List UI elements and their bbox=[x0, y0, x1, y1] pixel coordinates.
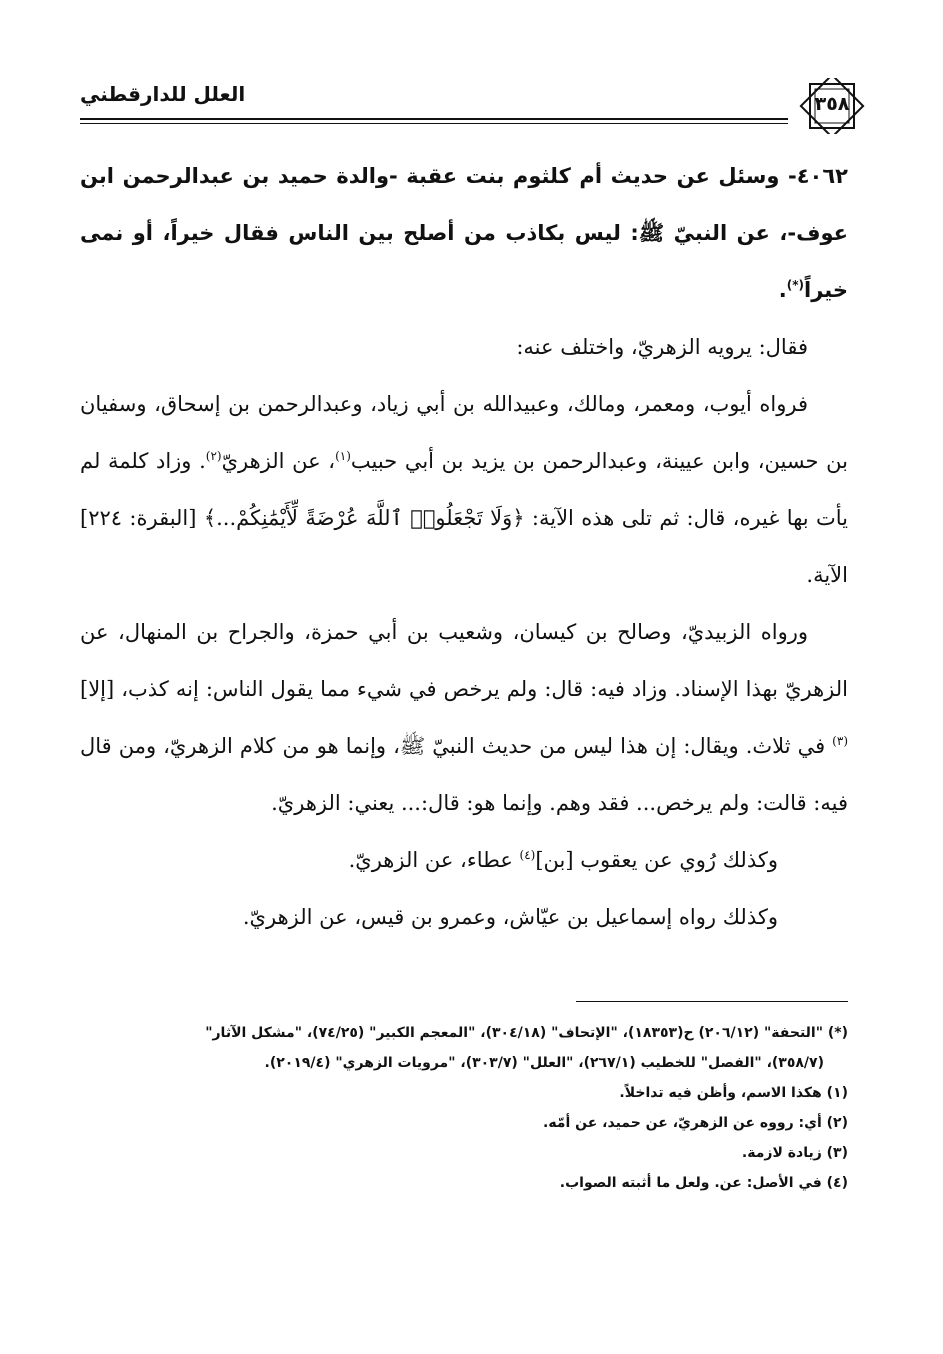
paragraph-3 bbox=[80, 604, 848, 832]
question-note-marker: (*) bbox=[786, 278, 805, 292]
book-title: العلل للدارقطني bbox=[80, 82, 246, 106]
footnote-separator bbox=[576, 1001, 848, 1002]
question-end: . bbox=[778, 278, 787, 302]
question-text: ٤٠٦٢- وسئل عن حديث أم كلثوم بنت عقبة -والدة حميد بن عبدالرحمن ابن عوف-، عن النبيّ ﷺ: ليس بكاذب من أصلح بين الناس فقال خيراً، أو نمى خيراً bbox=[80, 164, 848, 302]
footnote-marker-2: (٢) bbox=[205, 449, 222, 463]
footnote-star-line-2: (٣٥٨/٧)، "الفصل" للخطيب (٢٦٧/١)، "العلل" (٣٠٣/٧)، "مرويات الزهري" (٢٠١٩/٤). bbox=[264, 1055, 824, 1071]
paragraph-4-part-b: عطاء، عن الزهريّ. bbox=[348, 848, 520, 872]
paragraph-3-part-a: ورواه الزبيديّ، وصالح بن كيسان، وشعيب بن أبي حمزة، والجراح بن المنهال، عن الزهريّ بهذا الإسناد. وزاد فيه: قال: ولم يرخص في شيء مما يقول الناس: إنه كذب، [إلا] bbox=[80, 620, 848, 701]
footnote-3: (٣) زيادة لازمة. bbox=[741, 1145, 848, 1161]
footnote-marker-4: (٤) bbox=[519, 848, 536, 862]
footnote-star-line-1: (*) "التحفة" (٢٠٦/١٢) ح(١٨٣٥٣)، "الإتحاف" (٣٠٤/١٨)، "المعجم الكبير" (٧٤/٢٥)، "مشكل الآثار" bbox=[205, 1025, 848, 1041]
paragraph-4-part-a: وكذلك رُوي عن يعقوب [بن] bbox=[535, 848, 778, 872]
header-rule bbox=[80, 118, 788, 124]
paragraph-2-part-a: فرواه أيوب، ومعمر، ومالك، وعبيدالله بن أبي زياد، وعبدالرحمن بن إسحاق، وسفيان بن حسين، وابن عيينة، وعبدالرحمن بن يزيد بن أبي حبيب bbox=[80, 392, 848, 473]
paragraph-2-part-c: . وزاد كلمة لم يأت بها غيره، قال: ثم تلى هذه الآية: ﴿وَلَا تَجْعَلُوا۟ ٱللَّهَ عُرْضَةً لِّأَيْمَٰنِكُمْ...﴾ [البقرة: ٢٢٤] الآية. bbox=[80, 449, 848, 587]
page-number: ٣٥٨ bbox=[814, 93, 850, 115]
footnote-1: (١) هكذا الاسم، وأظن فيه تداخلاً. bbox=[619, 1085, 848, 1101]
footnotes bbox=[80, 1018, 848, 1198]
footnote-2: (٢) أي: رووه عن الزهريّ، عن حميد، عن أمّه. bbox=[543, 1115, 848, 1131]
paragraph-1: فقال: يرويه الزهريّ، واختلف عنه: bbox=[516, 335, 808, 359]
paragraph-5: وكذلك رواه إسماعيل بن عيّاش، وعمرو بن قيس، عن الزهريّ. bbox=[242, 905, 778, 929]
paragraph-3-part-b: في ثلاث. ويقال: إن هذا ليس من حديث النبيّ ﷺ، وإنما هو من كلام الزهريّ، ومن قال فيه: قالت: ولم يرخص... فقد وهم. وإنما هو: قال:... يعني: الزهريّ. bbox=[80, 734, 848, 815]
footnote-marker-1: (١) bbox=[335, 449, 351, 463]
page-header bbox=[80, 78, 868, 134]
main-text bbox=[80, 148, 848, 946]
question-entry bbox=[80, 148, 848, 319]
paragraph-2-part-b: ، عن الزهريّ bbox=[221, 449, 336, 473]
paragraph-2 bbox=[80, 376, 848, 604]
paragraph-4 bbox=[80, 832, 848, 889]
footnote-4: (٤) في الأصل: عن. ولعل ما أثبته الصواب. bbox=[559, 1175, 848, 1191]
footnote-marker-3: (٣) bbox=[832, 734, 848, 748]
page-number-badge bbox=[796, 78, 868, 134]
